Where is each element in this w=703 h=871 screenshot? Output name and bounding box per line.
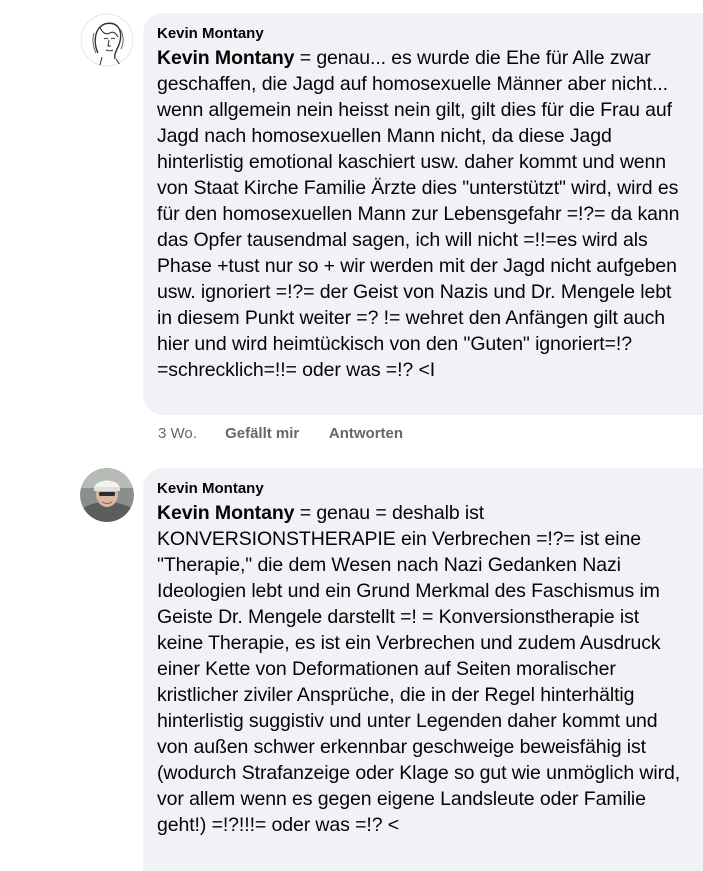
comment-2-avatar[interactable] xyxy=(80,468,134,522)
comment-body: = genau = deshalb ist KONVERSIONSTHERAPIE ein Verbrechen =!?= ist eine "Therapie," die dem Wesen nach Nazi Gedanken Nazi Ideologien lebt und ein Grund Merkmal des Faschismus im Geiste Dr. Mengele darstellt =! = Konversionstherapie ist keine Therapie, es ist ein Verbrechen und zudem Ausdruck einer Kette von Deformationen auf Seiten moralischer kristlicher ziviler Ansprüche, die in der Regel hinterhältig hinterlistig suggistiv und unter Legenden daher kommt und von außen schwer erkennbar geschweige beweisfähig ist (wodurch Strafanzeige oder Klage so gut wie unmöglich wird, vor allem wenn es gegen eigene Landsleute oder Familie geht!) =!?!!!= oder was =!? < xyxy=(157,502,681,836)
comment-body: = genau... es wurde die Ehe für Alle zwar geschaffen, die Jagd auf homosexuelle Männer aber nicht... wenn allgemein nein heisst nein gilt, gilt dies für die Frau auf Jagd nach homosexuellen Mann nicht, da diese Jagd hinterlistig emotional kaschiert usw. daher kommt und wenn von Staat Kirche Familie Ärzte dies "unterstützt" wird, wird es für den homosexuellen Mann zur Lebensgefahr =!?= da kann das Opfer tausendmal sagen, ich will nicht =!!=es wird als Phase +tust nur so + wir werden mit der Jagd nicht aufgeben usw. ignoriert =!?= der Geist von Nazis und Dr. Mengele lebt in diesem Punkt weiter =? != wehret den Anfängen gilt auch hier und wird heimtückisch von den "Guten" ignoriert=!? =schrecklich=!!= oder was =!? <I xyxy=(157,47,680,381)
comment-text xyxy=(157,45,687,383)
comment-2-bubble xyxy=(143,468,703,871)
reply-button[interactable]: Antworten xyxy=(328,425,404,442)
mention-link[interactable]: Kevin Montany xyxy=(157,502,295,524)
mention-link[interactable]: Kevin Montany xyxy=(157,47,295,69)
comment-author[interactable]: Kevin Montany xyxy=(157,25,264,42)
comment-text xyxy=(157,500,687,838)
photo-portrait-icon xyxy=(80,468,134,522)
comment-1-actions xyxy=(158,425,429,443)
line-drawing-portrait-icon xyxy=(80,13,134,67)
like-button[interactable]: Gefällt mir xyxy=(225,425,300,442)
comment-1-bubble xyxy=(143,13,703,415)
comment-timestamp[interactable]: 3 Wo. xyxy=(158,425,197,442)
comment-author[interactable]: Kevin Montany xyxy=(157,480,264,497)
comment-1-avatar[interactable] xyxy=(80,13,134,67)
